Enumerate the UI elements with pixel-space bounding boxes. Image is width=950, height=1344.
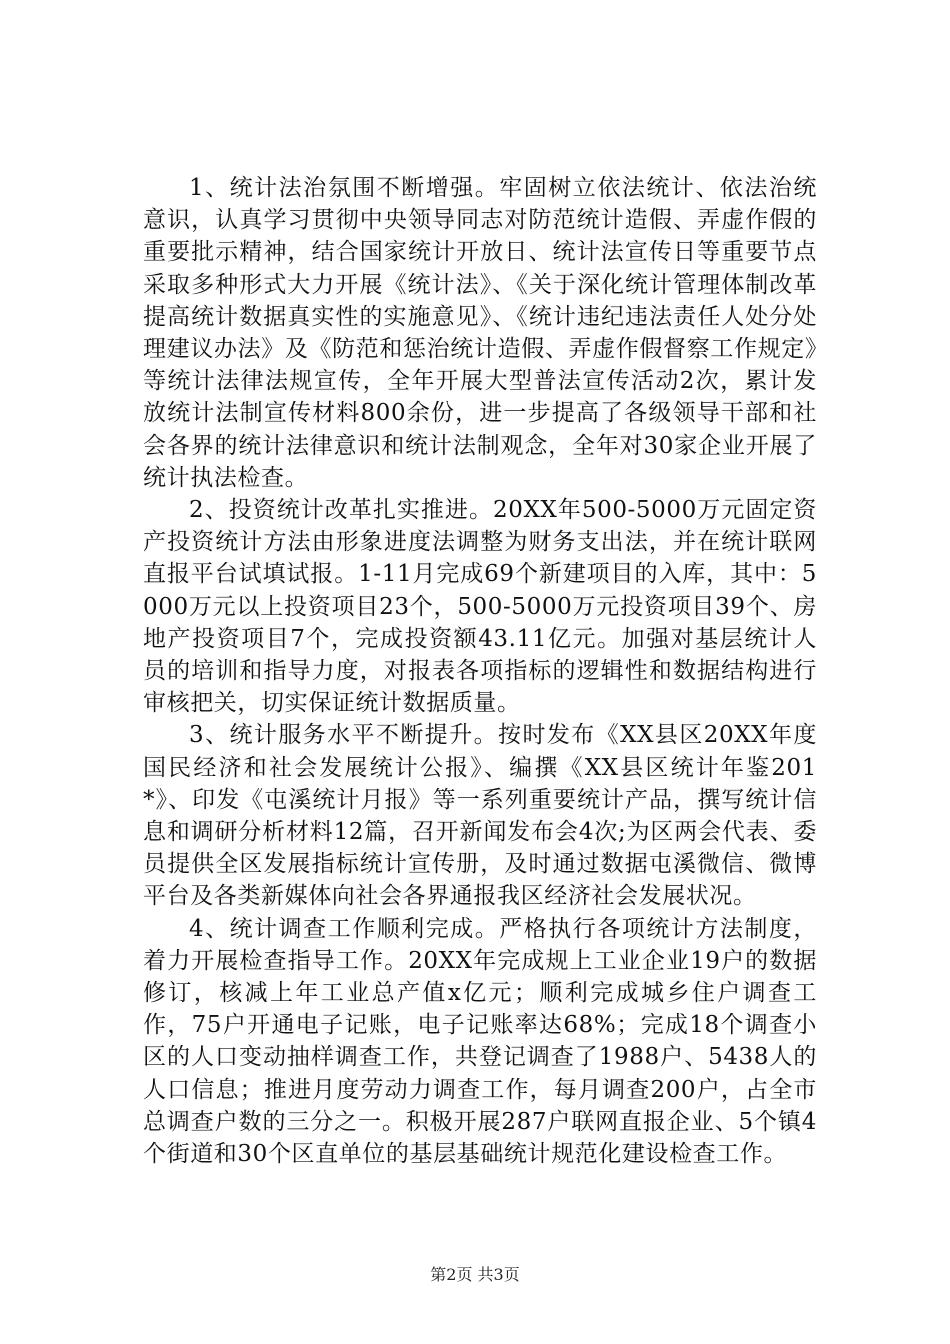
paragraph-legal-environment: 1、统计法治氛围不断增强。牢固树立依法统计、依法治统意识，认真学习贯彻中央领导同志对防范统计造假、弄虚作假的重要批示精神，结合国家统计开放日、统计法宣传日等重要节点采取多种形式大力开展《统计法》、《关于深化统计管理体制改革提高统计数据真实性的实施意见》、《统计违纪违法责任人处分处理建议办法》及《防范和惩治统计造假、弄虚作假督察工作规定》等统计法律法规宣传，全年开展大型普法宣传活动2次，累计发放统计法制宣传材料800余份，进一步提高了各级领导干部和社会各界的统计法律意识和统计法制观念，全年对30家企业开展了统计执法检查。 xyxy=(143,175,817,491)
document-body xyxy=(143,172,817,1170)
page-number-footer: 第2页 共3页 xyxy=(430,1265,520,1284)
paragraph-investment-reform: 2、投资统计改革扎实推进。20XX年500-5000万元固定资产投资统计方法由形象进度法调整为财务支出法，并在统计联网直报平台试填试报。1-11月完成69个新建项目的入库，其中：5000万元以上投资项目23个，500-5000万元投资项目39个、房地产投资项目7个，完成投资额43.11亿元。加强对基层统计人员的培训和指导力度，对报表各项指标的逻辑性和数据结构进行审核把关，切实保证统计数据质量。 xyxy=(143,497,817,717)
paragraph-survey-work: 4、统计调查工作顺利完成。严格执行各项统计方法制度，着力开展检查指导工作。20XX年完成规上工业企业19户的数据修订，核减上年工业总产值x亿元；顺利完成城乡住户调查工作，75户开通电子记账，电子记账率达68%；完成18个调查小区的人口变动抽样调查工作，共登记调查了1988户、5438人的人口信息；推进月度劳动力调查工作，每月调查200户，占全市总调查户数的三分之一。积极开展287户联网直报企业、5个镇4个街道和30个区直单位的基层基础统计规范化建设检查工作。 xyxy=(143,915,817,1168)
paragraph-service-level: 3、统计服务水平不断提升。按时发布《XX县区20XX年度国民经济和社会发展统计公报》、编撰《XX县区统计年鉴201*》、印发《屯溪统计月报》等一系列重要统计产品，撰写统计信息和调研分析材料12篇，召开新闻发布会4次;为区两会代表、委员提供全区发展指标统计宣传册，及时通过数据屯溪微信、微博平台及各类新媒体向社会各界通报我区经济社会发展状况。 xyxy=(143,722,817,910)
